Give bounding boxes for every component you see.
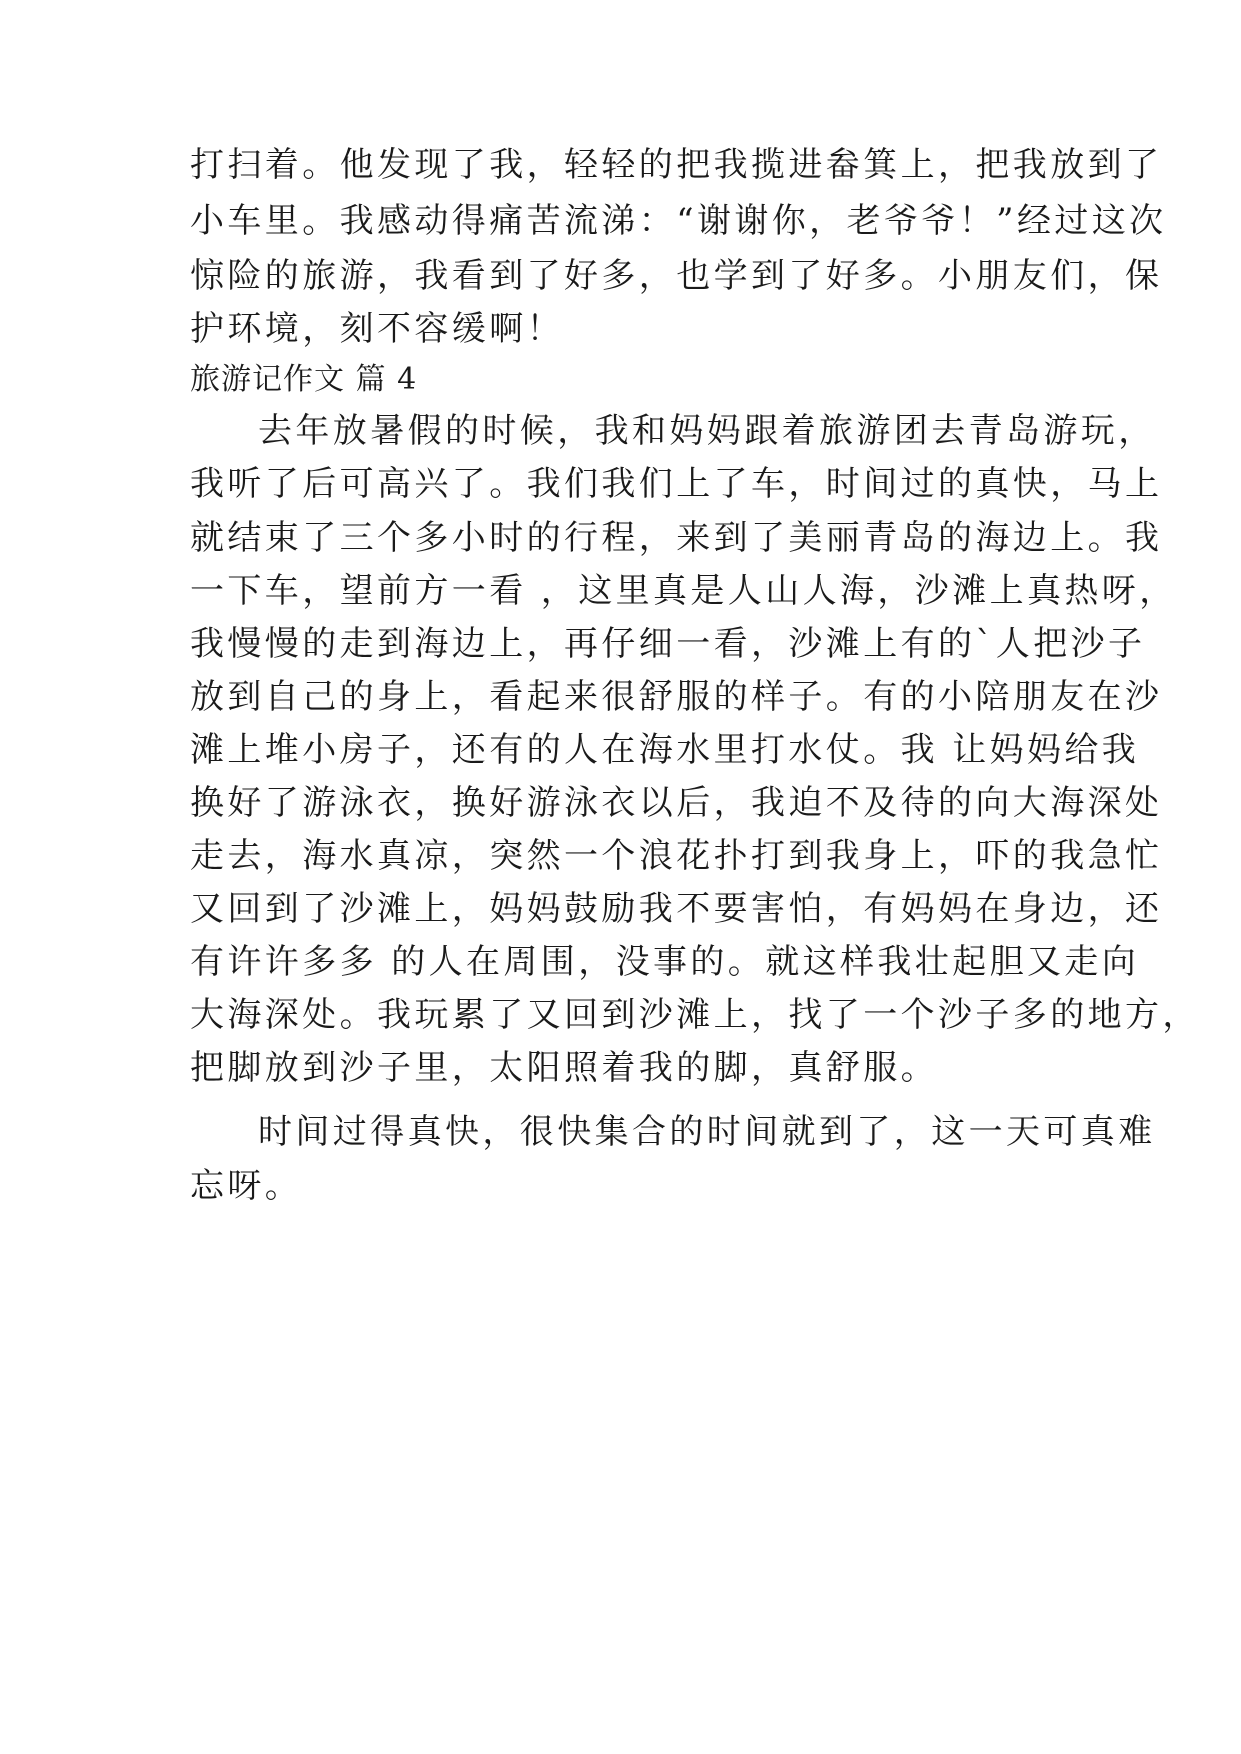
text-line: 就结束了三个多小时的行程，来到了美丽青岛的海边上。我 (190, 518, 1163, 558)
text-line: 我听了后可高兴了。我们我们上了车，时间过的真快，马上 (190, 464, 1163, 504)
text-line: 换好了游泳衣，换好游泳衣以后，我迫不及待的向大海深处 (190, 783, 1163, 823)
text-line: 打扫着。他发现了我，轻轻的把我揽进畚箕上，把我放到了 (190, 145, 1163, 185)
text-line: 一下车，望前方一看 ，这里真是人山人海，沙滩上真热呀， (190, 571, 1177, 611)
text-line: 小车里。我感动得痛苦流涕：“谢谢你，老爷爷！”经过这次 (190, 201, 1167, 241)
text-line: 滩上堆小房子，还有的人在海水里打水仗。我 让妈妈给我 (190, 730, 1140, 770)
section-heading: 旅游记作文 篇 4 (190, 362, 418, 397)
text-line: 去年放暑假的时候，我和妈妈跟着旅游团去青岛游玩， (258, 411, 1156, 451)
text-line: 走去，海水真凉，突然一个浪花扑打到我身上，吓的我急忙 (190, 836, 1163, 876)
text-line: 护环境，刻不容缓啊！ (190, 309, 564, 349)
text-line: 惊险的旅游，我看到了好多，也学到了好多。小朋友们，保 (190, 256, 1163, 296)
text-line: 时间过得真快，很快集合的时间就到了，这一天可真难 (258, 1112, 1156, 1152)
text-line: 把脚放到沙子里，太阳照着我的脚，真舒服。 (190, 1048, 938, 1088)
text-line: 大海深处。我玩累了又回到沙滩上，找了一个沙子多的地方， (190, 995, 1200, 1035)
text-line: 忘呀。 (190, 1166, 303, 1206)
text-line: 有许许多多 的人在周围，没事的。就这样我壮起胆又走向 (190, 942, 1140, 982)
text-line: 我慢慢的走到海边上，再仔细一看，沙滩上有的`人把沙子 (190, 624, 1146, 664)
text-line: 又回到了沙滩上，妈妈鼓励我不要害怕，有妈妈在身边，还 (190, 889, 1163, 929)
text-line: 放到自己的身上，看起来很舒服的样子。有的小陪朋友在沙 (190, 677, 1163, 717)
